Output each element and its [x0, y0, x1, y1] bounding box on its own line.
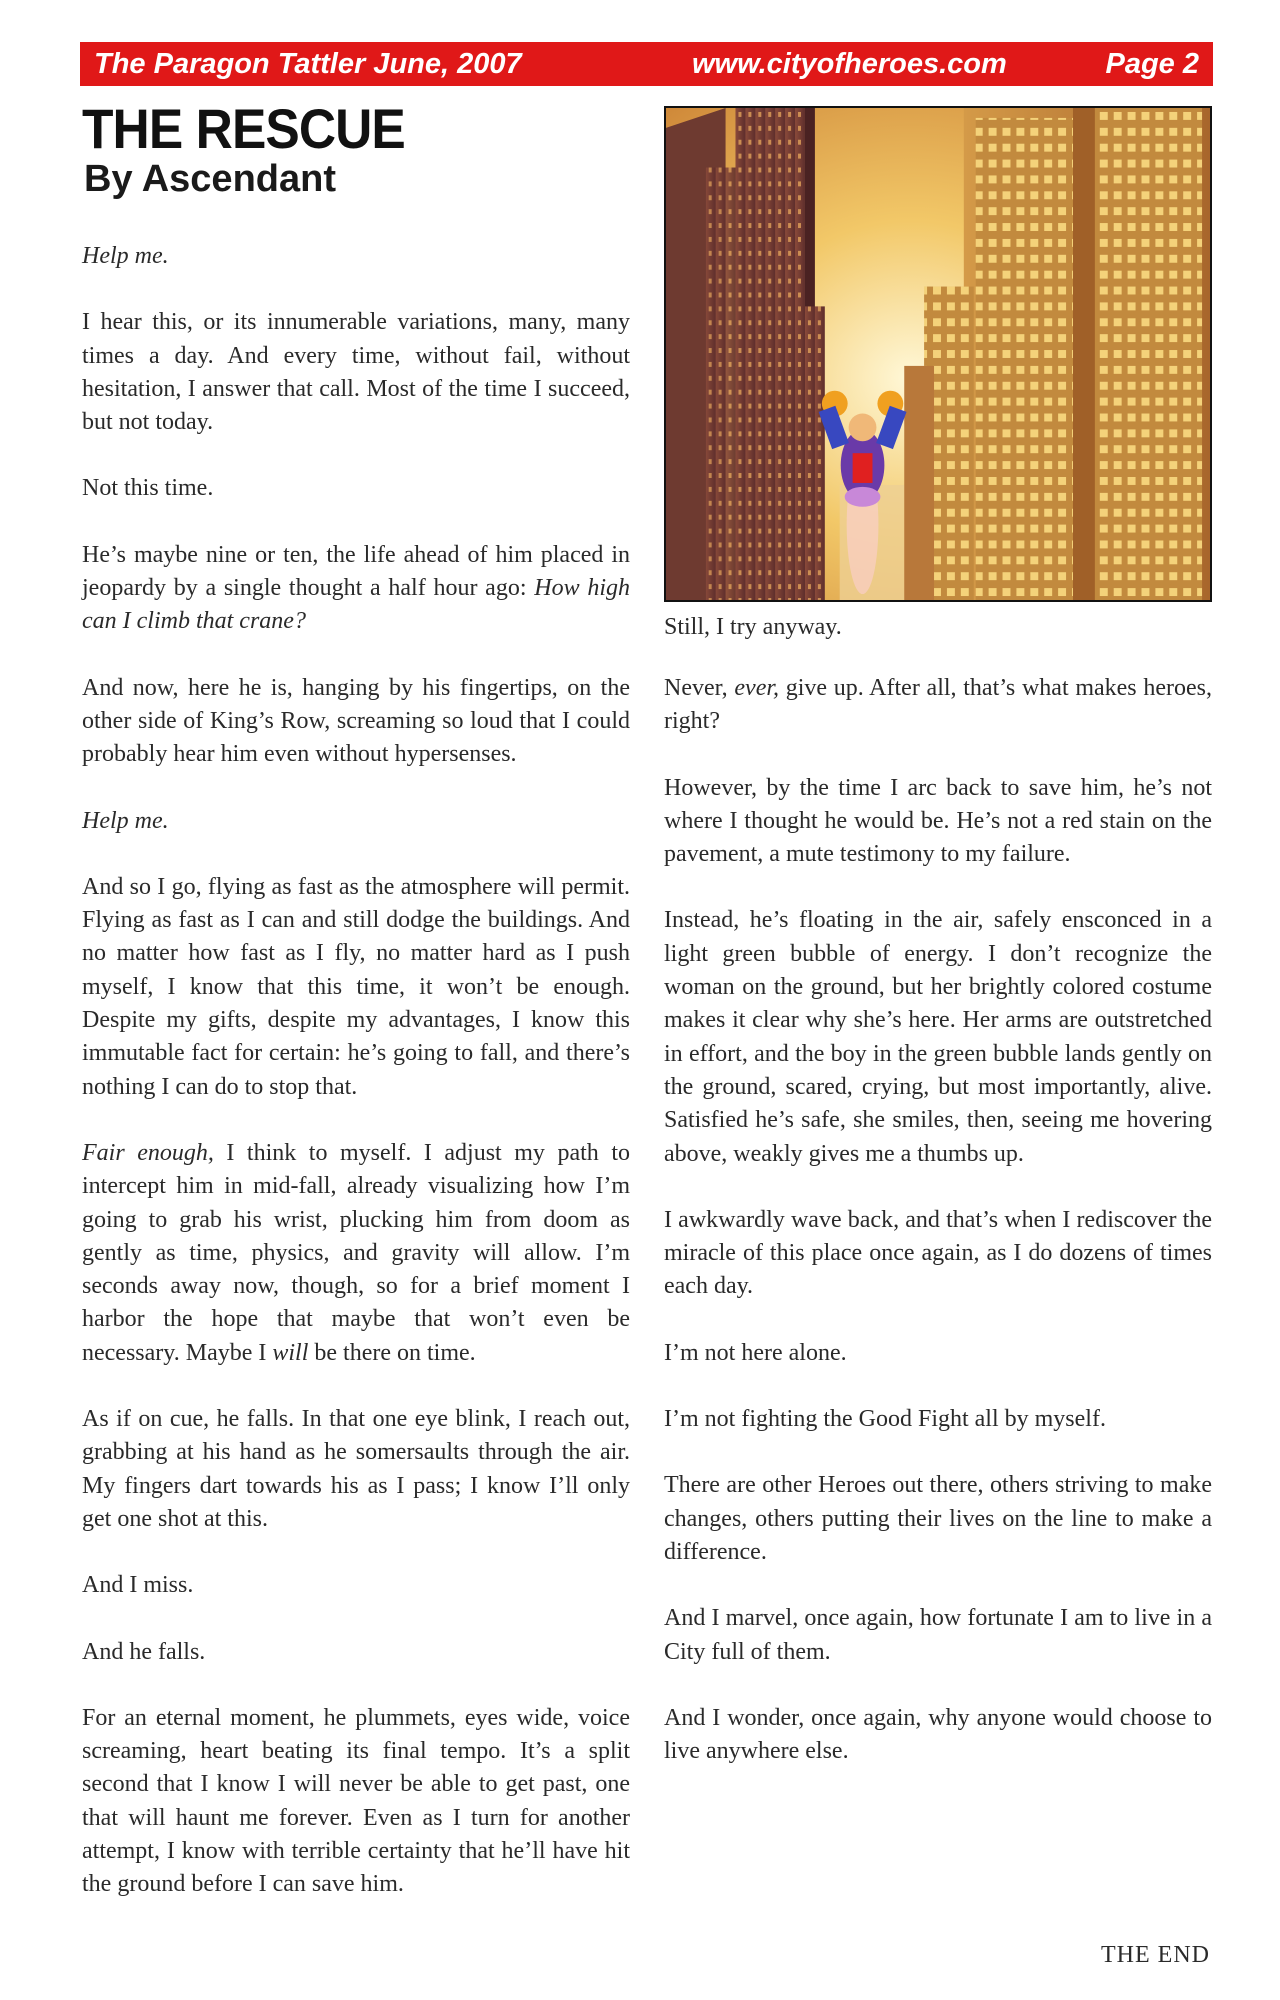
city-skyline-image — [666, 108, 1210, 600]
paragraph: Fair enough, I think to myself. I adjust my path to intercept him in mid-fall, already visualizing how I’m going to grab his wrist, plucking him from doom as gently as time, physics, and gravity will allow. I’m seconds away now, though, so for a brief moment I harbor the hope that maybe that won’t even be necessary. Maybe I will be there on time. — [82, 1139, 630, 1366]
paragraph: I’m not fighting the Good Fight all by myself. — [664, 1406, 1106, 1433]
article-title: THE RESCUE — [82, 97, 405, 160]
page-number: Page 2 — [1105, 47, 1199, 80]
publication-title: The Paragon Tattler June, 2007 — [94, 47, 522, 80]
article-right-column — [664, 672, 1212, 1768]
paragraph: He’s maybe nine or ten, the life ahead of him placed in jeopardy by a single thought a half hour ago: How high can I climb that crane? — [82, 541, 630, 635]
paragraph: And he falls. — [82, 1638, 206, 1665]
paragraph: And I marvel, once again, how fortunate I am to live in a City full of them. — [664, 1605, 1212, 1665]
article-byline: By Ascendant — [84, 158, 336, 200]
paragraph: And so I go, flying as fast as the atmosphere will permit. Flying as fast as I can and still dodge the buildings. And no matter how fast as I fly, no matter hard as I push myself, I know that this time, it won’t be enough. Despite my gifts, despite my advantages, I know this immutable fact for certain: he’s going to fall, and there’s nothing I can do to stop that. — [82, 873, 630, 1100]
the-end-marker: THE END — [1101, 1942, 1210, 1968]
paragraph: Help me. — [82, 807, 169, 834]
paragraph: Never, ever, give up. After all, that’s what makes heroes, right? — [664, 675, 1212, 735]
paragraph: Instead, he’s floating in the air, safely ensconced in a light green bubble of energy. I don’t recognize the woman on the ground, but her brightly colored costume makes it clear why she’s here. Her arms are outstretched in effort, and the boy in the green bubble lands gently on the ground, scared, crying, but most importantly, alive. Satisfied he’s safe, she smiles, then, seeing me hovering above, weakly gives me a thumbs up. — [664, 907, 1212, 1167]
paragraph: There are other Heroes out there, others striving to make changes, others putting their lives on the line to make a difference. — [664, 1472, 1212, 1565]
image-caption: Still, I try anyway. — [664, 614, 842, 640]
paragraph: And I wonder, once again, why anyone would choose to live anywhere else. — [664, 1704, 1212, 1765]
hero-flying-illustration — [664, 106, 1212, 602]
paragraph: I’m not here alone. — [664, 1339, 847, 1366]
paragraph: However, by the time I arc back to save him, he’s not where I thought he would be. He’s not a red stain on the pavement, a mute testimony to my failure. — [664, 774, 1212, 868]
paragraph: Not this time. — [82, 475, 214, 502]
paragraph: For an eternal moment, he plummets, eyes wide, voice screaming, heart beating its final tempo. It’s a split second that I know I will never be able to get past, one that will haunt me forever. Even as I turn for another attempt, I know with terrible certainty that he’ll have hit the ground before I can save him. — [82, 1704, 630, 1898]
website-url: www.cityofheroes.com — [692, 47, 1007, 80]
article-left-column — [82, 240, 630, 1902]
page-header-bar — [80, 42, 1213, 86]
paragraph: I awkwardly wave back, and that’s when I rediscover the miracle of this place once again, as I do dozens of times each day. — [664, 1206, 1212, 1300]
paragraph: As if on cue, he falls. In that one eye blink, I reach out, grabbing at his hand as he somersaults through the air. My fingers dart towards his as I pass; I know I’ll only get one shot at this. — [82, 1406, 630, 1532]
paragraph: I hear this, or its innumerable variations, many, many times a day. And every time, without fail, without hesitation, I answer that call. Most of the time I succeed, but not today. — [82, 309, 630, 436]
paragraph: And now, here he is, hanging by his fingertips, on the other side of King’s Row, screaming so loud that I could probably hear him even without hypersenses. — [82, 674, 630, 768]
paragraph: And I miss. — [82, 1572, 194, 1599]
paragraph: Help me. — [82, 243, 169, 269]
